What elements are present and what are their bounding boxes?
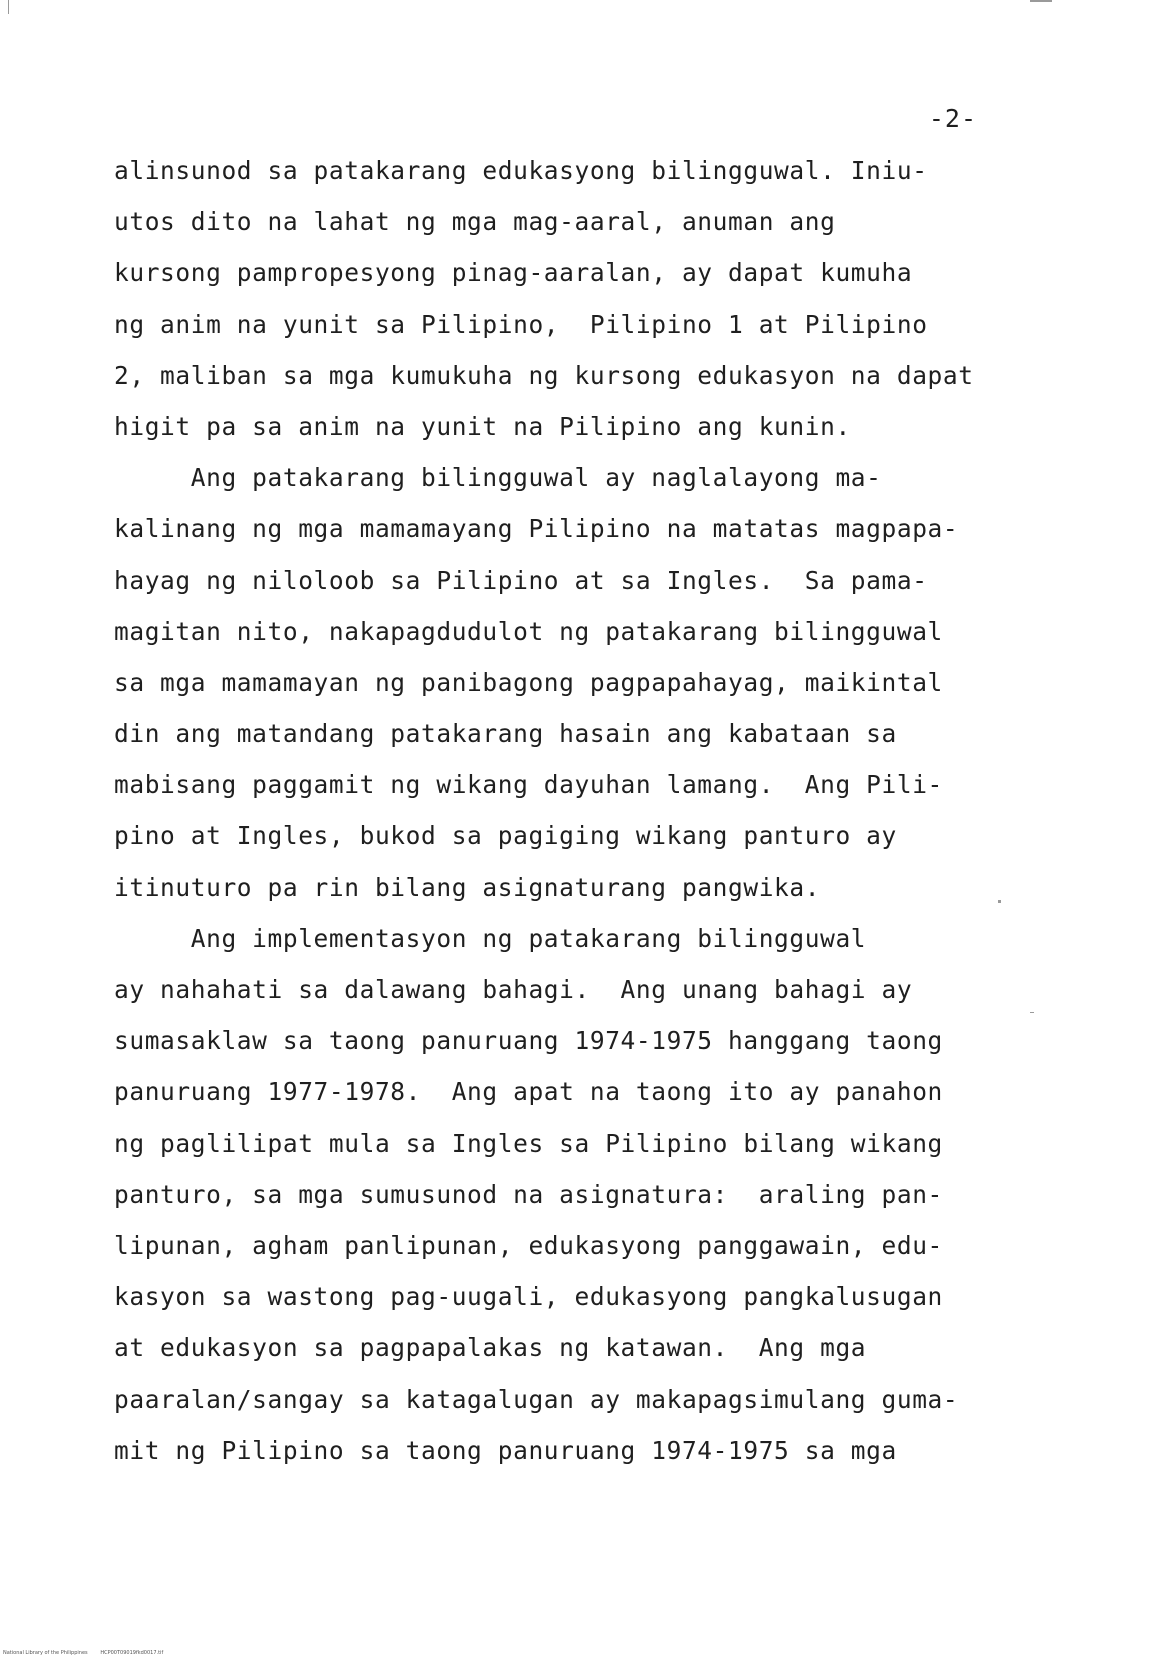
- text-line: lipunan, agham panlipunan, edukasyong panggawain, edu-: [114, 1230, 943, 1260]
- text-line: ay nahahati sa dalawang bahagi. Ang unang bahagi ay: [114, 975, 913, 1004]
- text-line: sa mga mamamayan ng panibagong pagpapahayag, maikintal: [114, 667, 943, 697]
- text-line: mit ng Pilipino sa taong panuruang 1974-1975 sa mga: [114, 1435, 897, 1465]
- text-line: magitan nito, nakapagdudulot ng patakarang bilingguwal: [114, 616, 943, 646]
- text-line: utos dito na lahat ng mga mag-aaral, anuman ang: [114, 207, 836, 237]
- text-line: 2, maliban sa mga kumukuha ng kursong edukasyon na dapat: [114, 360, 974, 390]
- text-line: kursong pampropesyong pinag-aaralan, ay dapat kumuha: [114, 258, 913, 288]
- scan-speck: [998, 900, 1001, 903]
- paragraph-1: [114, 145, 1014, 452]
- body-text: [114, 145, 1014, 1476]
- text-line: hayag ng niloloob sa Pilipino at sa Ingles. Sa pama-: [114, 565, 928, 595]
- scan-speck: [1030, 1012, 1034, 1013]
- text-line: paaralan/sangay sa katagalugan ay makapagsimulang guma-: [114, 1384, 959, 1414]
- text-line: itinuturo pa rin bilang asignaturang pangwika.: [114, 872, 821, 902]
- scan-speck: [8, 0, 9, 14]
- text-line: Ang implementasyon ng patakarang bilingguwal: [114, 923, 867, 953]
- text-line: sumasaklaw sa taong panuruang 1974-1975 hanggang taong: [114, 1026, 943, 1056]
- paragraph-3: [114, 913, 1014, 1476]
- text-line: ng anim na yunit sa Pilipino, Pilipino 1 at Pilipino: [114, 309, 928, 339]
- text-line: din ang matandang patakarang hasain ang kabataan sa: [114, 719, 897, 749]
- text-line: mabisang paggamit ng wikang dayuhan lamang. Ang Pili-: [114, 770, 943, 800]
- text-line: at edukasyon sa pagpapalakas ng katawan. Ang mga: [114, 1333, 867, 1363]
- text-line: kasyon sa wastong pag-uugali, edukasyong pangkalusugan: [114, 1282, 943, 1312]
- footer-library: National Library of the Philippines: [3, 1650, 88, 1656]
- text-line: pino at Ingles, bukod sa pagiging wikang panturo ay: [114, 821, 897, 851]
- scan-footer: [3, 1650, 163, 1656]
- text-line: Ang patakarang bilingguwal ay naglalayong ma-: [114, 463, 882, 493]
- text-line: alinsunod sa patakarang edukasyong bilingguwal. Iniu-: [114, 156, 928, 185]
- scan-speck: [1030, 0, 1052, 2]
- footer-file-id: HCP00T09019fkd0017.tif: [100, 1650, 164, 1656]
- text-line: ng paglilipat mula sa Ingles sa Pilipino bilang wikang: [114, 1128, 943, 1158]
- text-line: panuruang 1977-1978. Ang apat na taong ito ay panahon: [114, 1077, 943, 1107]
- text-line: panturo, sa mga sumusunod na asignatura: araling pan-: [114, 1179, 943, 1209]
- paragraph-2: [114, 452, 1014, 913]
- page-number: -2-: [928, 104, 977, 133]
- text-line: higit pa sa anim na yunit na Pilipino ang kunin.: [114, 411, 851, 441]
- text-line: kalinang ng mga mamamayang Pilipino na matatas magpapa-: [114, 514, 959, 544]
